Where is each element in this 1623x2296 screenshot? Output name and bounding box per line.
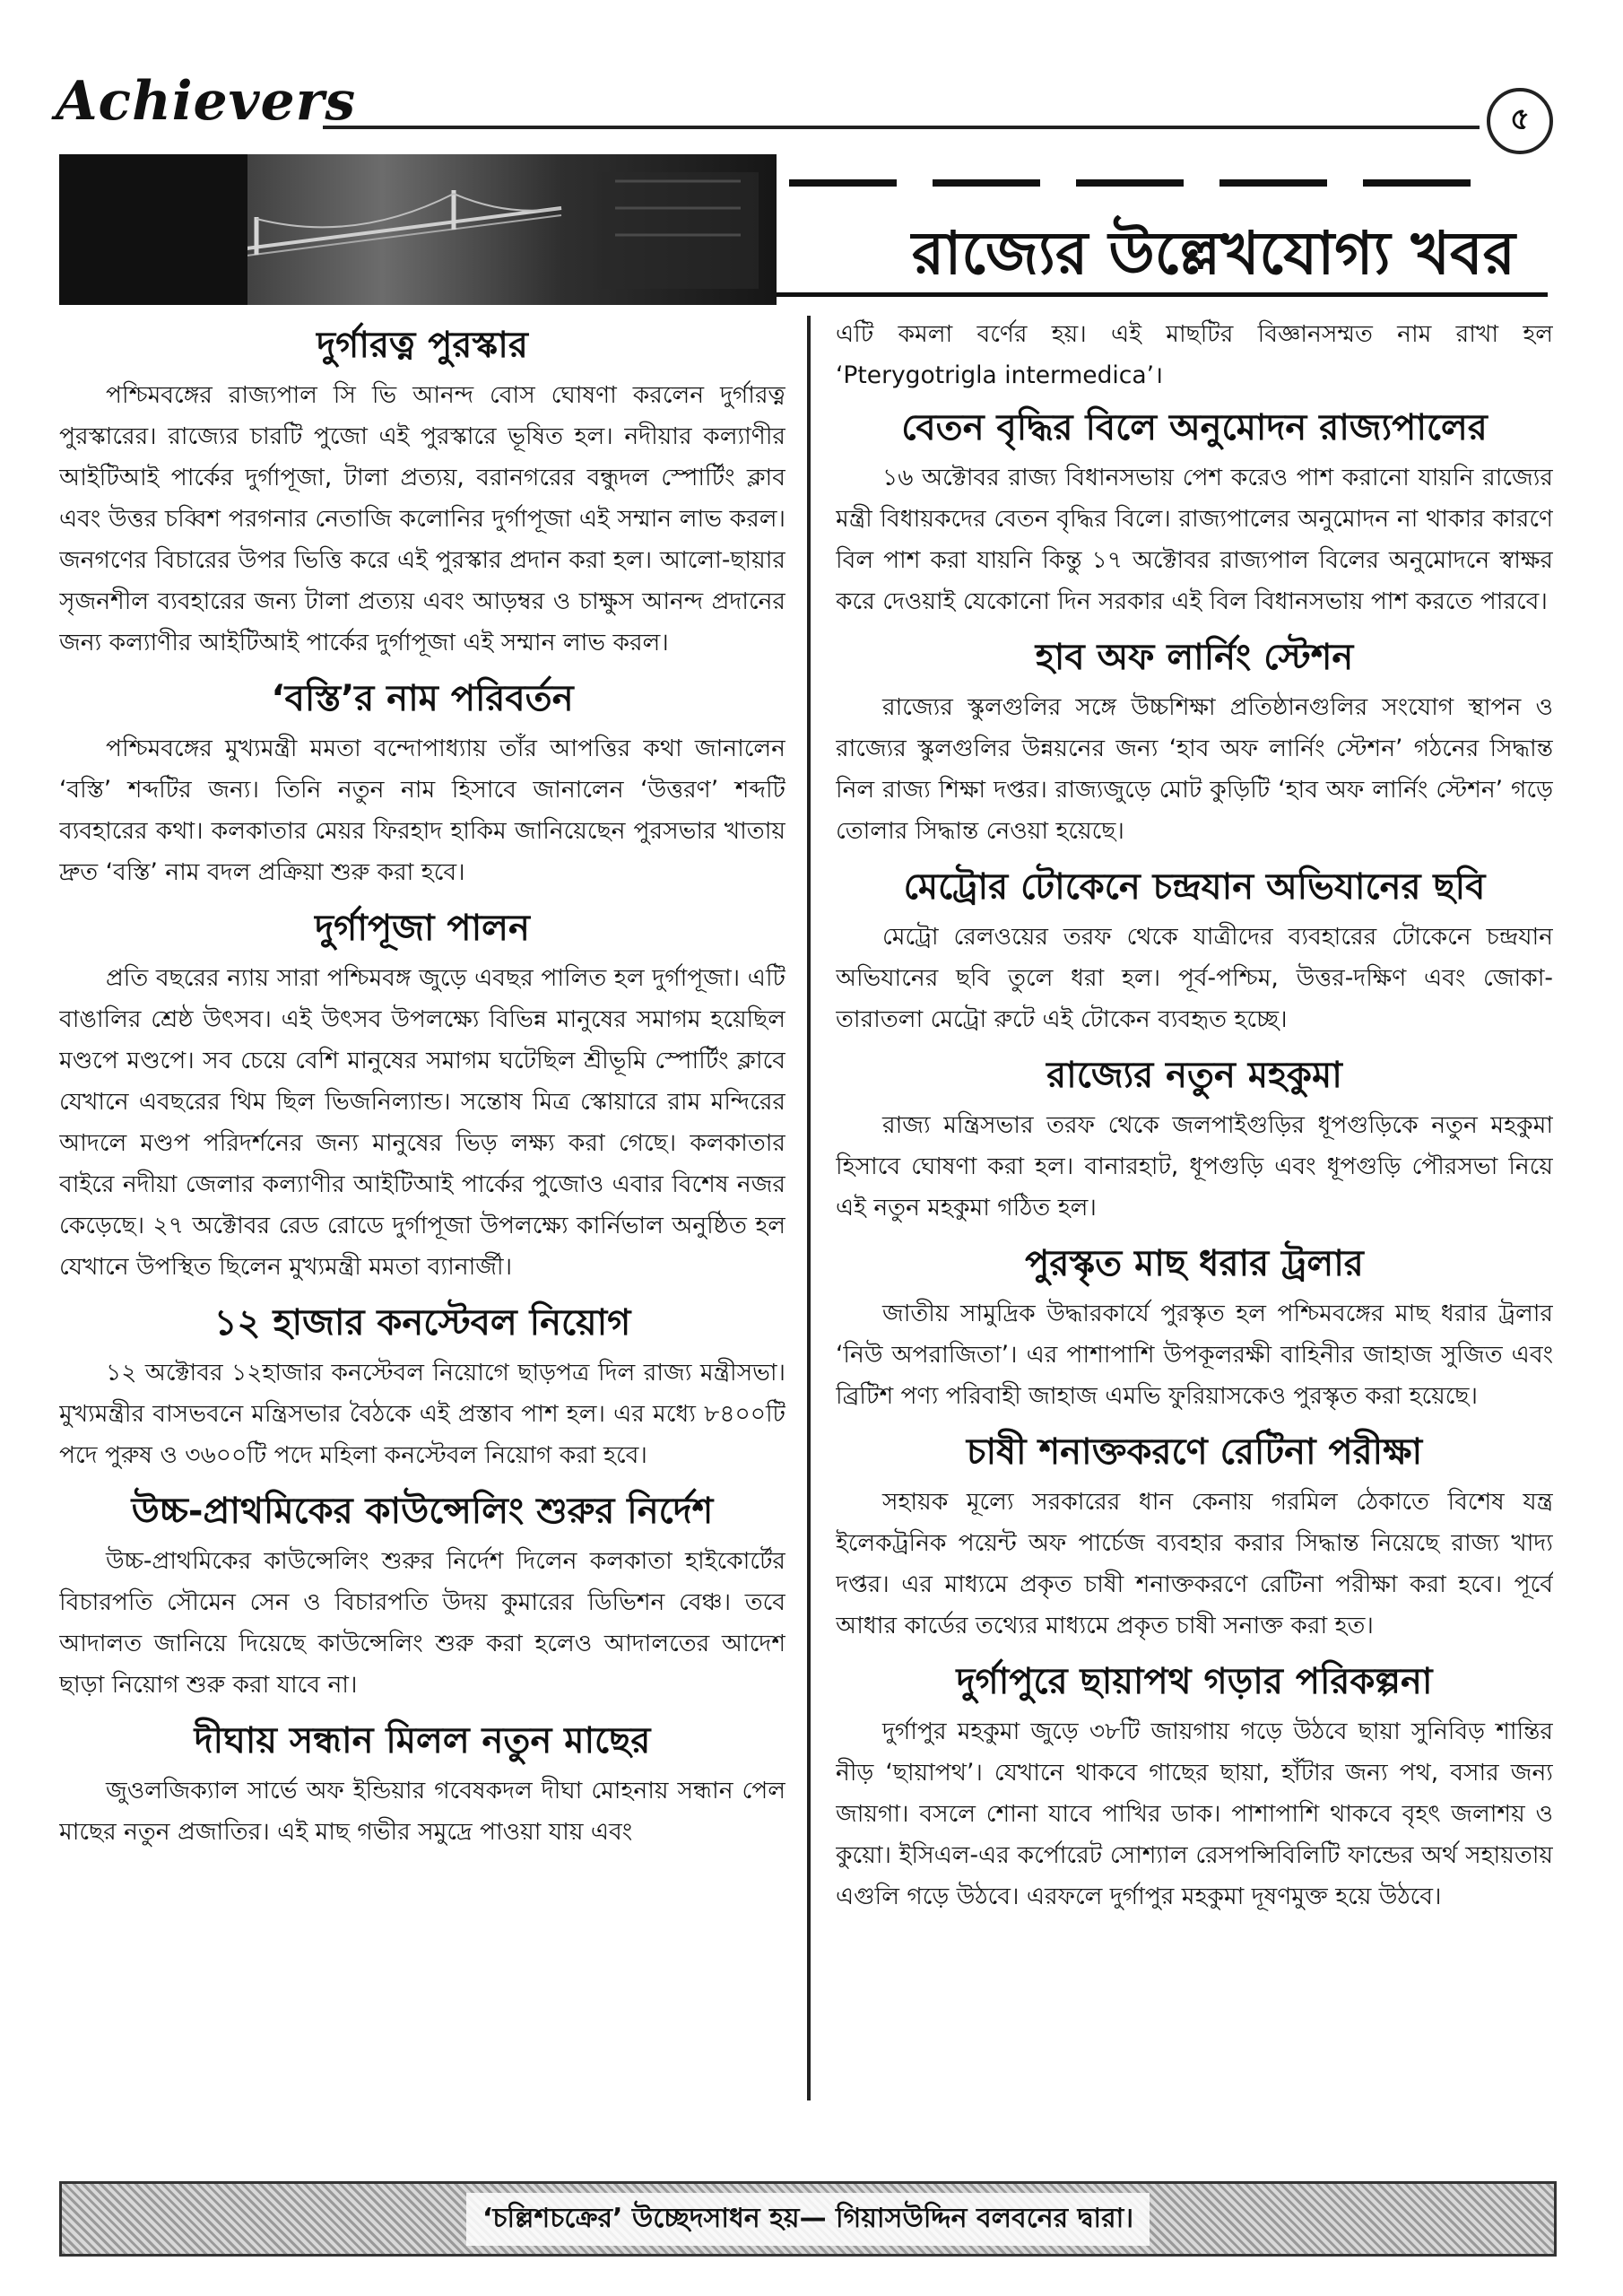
article-paragraph: জুওলজিক্যাল সার্ভে অফ ইন্ডিয়ার গবেষকদল দীঘা মোহনায় সন্ধান পেল মাছের নতুন প্রজাতির। এই মাছ গভীর সমুদ্রে পাওয়া যায় এবং (59, 1777, 785, 1846)
article (836, 1238, 1553, 1417)
article-headline: দুর্গাপূজা পালন (315, 908, 530, 949)
article-headline: মেট্রোর টোকেনে চন্দ্রযান অভিযানের ছবি (903, 866, 1486, 908)
banner-dashes (780, 179, 1551, 190)
article (59, 1485, 785, 1706)
article (59, 1715, 785, 1853)
article-paragraph: পশ্চিমবঙ্গের রাজ্যপাল সি ভি আনন্দ বোস ঘোষণা করলেন দুর্গারত্ন পুরস্কারের। রাজ্যের চারটি পুজো এই পুরস্কারে ভূষিত হল। নদীয়ার কল্যাণীর আইটিআই পার্কের দুর্গাপূজা, টালা প্রত্যয়, বরানগরের বন্ধুদল স্পোর্টিং ক্লাব এবং উত্তর চব্বিশ পরগনার নেতাজি কলোনির দুর্গাপূজা এই সম্মান লাভ করল। জনগণের বিচারের উপর ভিত্তি করে এই পুরস্কার প্রদান করা হল। আলো-ছায়ার সৃজনশীল ব্যবহারের জন্য টালা প্রত্যয় এবং আড়ম্বর ও চাক্ষুস আনন্দ প্রদানের জন্য কল্যাণীর আইটিআই পার্কের দুর্গাপূজা এই সম্মান লাভ করল। (59, 381, 785, 657)
page-number: ৫ (1487, 88, 1553, 154)
brand-title: Achievers (56, 70, 357, 133)
article (836, 402, 1553, 622)
footer-fact: ‘চল্লিশচক্রের’ উচ্ছেদসাধন হয়— গিয়াসউদ্দিন বলবনের দ্বারা। (466, 2193, 1150, 2246)
article (836, 1049, 1553, 1229)
article-headline: দুর্গাপুরে ছায়াপথ গড়ার পরিকল্পনা (956, 1661, 1433, 1702)
section-title: রাজ্যের উল্লেখযোগ্য খবর (911, 219, 1515, 288)
article-headline: দীঘায় সন্ধান মিলল নতুন মাছের (194, 1720, 651, 1761)
article (836, 1656, 1553, 1918)
article-headline: বেতন বৃদ্ধির বিলে অনুমোদন রাজ্যপালের (901, 407, 1488, 448)
article-headline: রাজ্যের নতুন মহকুমা (1046, 1055, 1342, 1096)
article-paragraph: ১৬ অক্টোবর রাজ্য বিধানসভায় পেশ করেও পাশ করানো যায়নি রাজ্যের মন্ত্রী বিধায়কদের বেতন বৃদ্ধির বিলে। রাজ্যপালের অনুমোদন না থাকার কারণে বিল পাশ করা যায়নি কিন্তু ১৭ অক্টোবর রাজ্যপাল বিলের অনুমোদনে স্বাক্ষর করে দেওয়াই যেকোনো দিন সরকার এই বিল বিধানসভায় পাশ করতে পারবে। (836, 464, 1553, 615)
article-paragraph: সহায়ক মূল্যে সরকারের ধান কেনায় গরমিল ঠেকাতে বিশেষ যন্ত্র ইলেকট্রনিক পয়েন্ট অফ পার্চেজ ব্যবহার করার সিদ্ধান্ত নিয়েছে রাজ্য খাদ্য দপ্তর। এর মাধ্যমে প্রকৃত চাষী শনাক্তকরণে রেটিনা পরীক্ষা করা হবে। পূর্বে আধার কার্ডের তথ্যের মাধ্যমে প্রকৃত চাষী সনাক্ত করা হত। (836, 1488, 1553, 1639)
article-headline: চাষী শনাক্তকরণে রেটিনা পরীক্ষা (966, 1431, 1423, 1473)
article-headline: ১২ হাজার কনস্টেবল নিয়োগ (213, 1302, 631, 1344)
header-rule (323, 126, 1480, 129)
article-paragraph: উচ্চ-প্রাথমিকের কাউন্সেলিং শুরুর নির্দেশ দিলেন কলকাতা হাইকোর্টের বিচারপতি সৌমেন সেন ও বিচারপতি উদয় কুমারের ডিভিশন বেঞ্চ। তবে আদালত জানিয়ে দিয়েছে কাউন্সেলিং শুরু করা হলেও আদালতের আদেশ ছাড়া নিয়োগ শুরু করা যাবে না। (59, 1547, 785, 1699)
article-headline: উচ্চ-প্রাথমিকের কাউন্সেলিং শুরুর নির্দেশ (131, 1491, 714, 1532)
article (59, 1297, 785, 1476)
article-continuation: এটি কমলা বর্ণের হয়। এই মাছটির বিজ্ঞানসম্মত নাম রাখা হল ‘Pterygotrigla intermedica’। (836, 320, 1553, 389)
article (836, 1426, 1553, 1647)
left-column (59, 314, 785, 2099)
article (59, 902, 785, 1288)
article-paragraph: পশ্চিমবঙ্গের মুখ্যমন্ত্রী মমতা বন্দোপাধ্যায় তাঁর আপত্তির কথা জানালেন ‘বস্তি’ শব্দটির জন্য। তিনি নতুন নাম হিসাবে জানালেন ‘উত্তরণ’ শব্দটি ব্যবহারের কথা। কলকাতার মেয়র ফিরহাদ হাকিম জানিয়েছেন পুরসভার খাতায় দ্রুত ‘বস্তি’ নাম বদল প্রক্রিয়া শুরু করা হবে। (59, 735, 785, 886)
article-paragraph: রাজ্যের স্কুলগুলির সঙ্গে উচ্চশিক্ষা প্রতিষ্ঠানগুলির সংযোগ স্থাপন ও রাজ্যের স্কুলগুলির উন্নয়নের জন্য ‘হাব অফ লার্নিং স্টেশন’ গঠনের সিদ্ধান্ত নিল রাজ্য শিক্ষা দপ্তর। রাজ্যজুড়ে মোট কুড়িটি ‘হাব অফ লার্নিং স্টেশন’ গড়ে তোলার সিদ্ধান্ত নেওয়া হয়েছে। (836, 693, 1553, 845)
article-paragraph: ১২ অক্টোবর ১২হাজার কনস্টেবল নিয়োগে ছাড়পত্র দিল রাজ্য মন্ত্রীসভা। মুখ্যমন্ত্রীর বাসভবনে মন্ত্রিসভার বৈঠকে এই প্রস্তাব পাশ হল। এর মধ্যে ৮৪০০টি পদে পুরুষ ও ৩৬০০টি পদে মহিলা কনস্টেবল নিয়োগ করা হবে। (59, 1359, 785, 1469)
article-headline: ‘বস্তি’র নাম পরিবর্তন (271, 678, 574, 719)
article-paragraph: রাজ্য মন্ত্রিসভার তরফ থেকে জলপাইগুড়ির ধূপগুড়িকে নতুন মহকুমা হিসাবে ঘোষণা করা হল। বানারহাট, ধূপগুড়ি এবং ধূপগুড়ি পৌরসভা নিয়ে এই নতুন মহকুমা গঠিত হল। (836, 1111, 1553, 1222)
article (836, 631, 1553, 852)
article-paragraph: জাতীয় সামুদ্রিক উদ্ধারকার্যে পুরস্কৃত হল পশ্চিমবঙ্গের মাছ ধরার ট্রলার ‘নিউ অপরাজিতা’। এর পাশাপাশি উপকূলরক্ষী বাহিনীর জাহাজ সুজিত এবং ব্রিটিশ পণ্য পরিবাহী জাহাজ এমভি ফুরিয়াসকেও পুরস্কৃত করা হয়েছে। (836, 1300, 1553, 1410)
article-headline: দুর্গারত্ন পুরস্কার (317, 325, 528, 366)
article-headline: পুরস্কৃত মাছ ধরার ট্রলার (1025, 1243, 1364, 1284)
article (59, 319, 785, 664)
article-paragraph: প্রতি বছরের ন্যায় সারা পশ্চিমবঙ্গ জুড়ে এবছর পালিত হল দুর্গাপূজা। এটি বাঙালির শ্রেষ্ঠ উৎসব। এই উৎসব উপলক্ষ্যে বিভিন্ন মানুষের সমাগম হয়েছিল মণ্ডপে মণ্ডপে। সব চেয়ে বেশি মানুষের সমাগম ঘটেছিল শ্রীভূমি স্পোর্টিং ক্লাবে যেখানে এবছরের থিম ছিল ভিজনিল্যান্ড। সন্তোষ মিত্র স্কোয়ারে রাম মন্দিরের আদলে মণ্ডপ পরিদর্শনের জন্য মানুষের ভিড় লক্ষ্য করা গেছে। কলকাতার বাইরে নদীয়া জেলার কল্যাণীর আইটিআই পার্কের পুজোও এবার বিশেষ নজর কেড়েছে। ২৭ অক্টোবর রেড রোডে দুর্গাপূজা উপলক্ষ্যে কার্নিভাল অনুষ্ঠিত হল যেখানে উপস্থিত ছিলেন মুখ্যমন্ত্রী মমতা ব্যানার্জী। (59, 964, 785, 1281)
article-paragraph: মেট্রো রেলওয়ের তরফ থেকে যাত্রীদের ব্যবহারের টোকেনে চন্দ্রযান অভিযানের ছবি তুলে ধরা হল। পূর্ব-পশ্চিম, উত্তর-দক্ষিণ এবং জোকা-তারাতলা মেট্রো রুটে এই টোকেন ব্যবহৃত হচ্ছে। (836, 923, 1553, 1033)
banner-rule (777, 292, 1548, 297)
article-paragraph: দুর্গাপুর মহকুমা জুড়ে ৩৮টি জায়গায় গড়ে উঠবে ছায়া সুনিবিড় শান্তির নীড় ‘ছায়াপথ’। যেখানে থাকবে গাছের ছায়া, হাঁটার জন্য পথ, বসার জন্য জায়গা। বসলে শোনা যাবে পাখির ডাক। পাশাপাশি থাকবে বৃহৎ জলাশয় ও কুয়ো। ইসিএল-এর কর্পোরেট সোশ্যাল রেসপন্সিবিলিটি ফান্ডের অর্থ সহায়তায় এগুলি গড়ে উঠবে। এরফলে দুর্গাপুর মহকুমা দূষণমুক্ত হয়ে উঠবে। (836, 1718, 1553, 1910)
right-column (836, 314, 1553, 2099)
article (836, 861, 1553, 1040)
banner-dark-block (59, 154, 247, 305)
article (59, 673, 785, 893)
footer-banner (59, 2181, 1557, 2257)
column-divider (807, 316, 811, 2100)
article-headline: হাব অফ লার্নিং স্টেশন (1035, 637, 1354, 678)
